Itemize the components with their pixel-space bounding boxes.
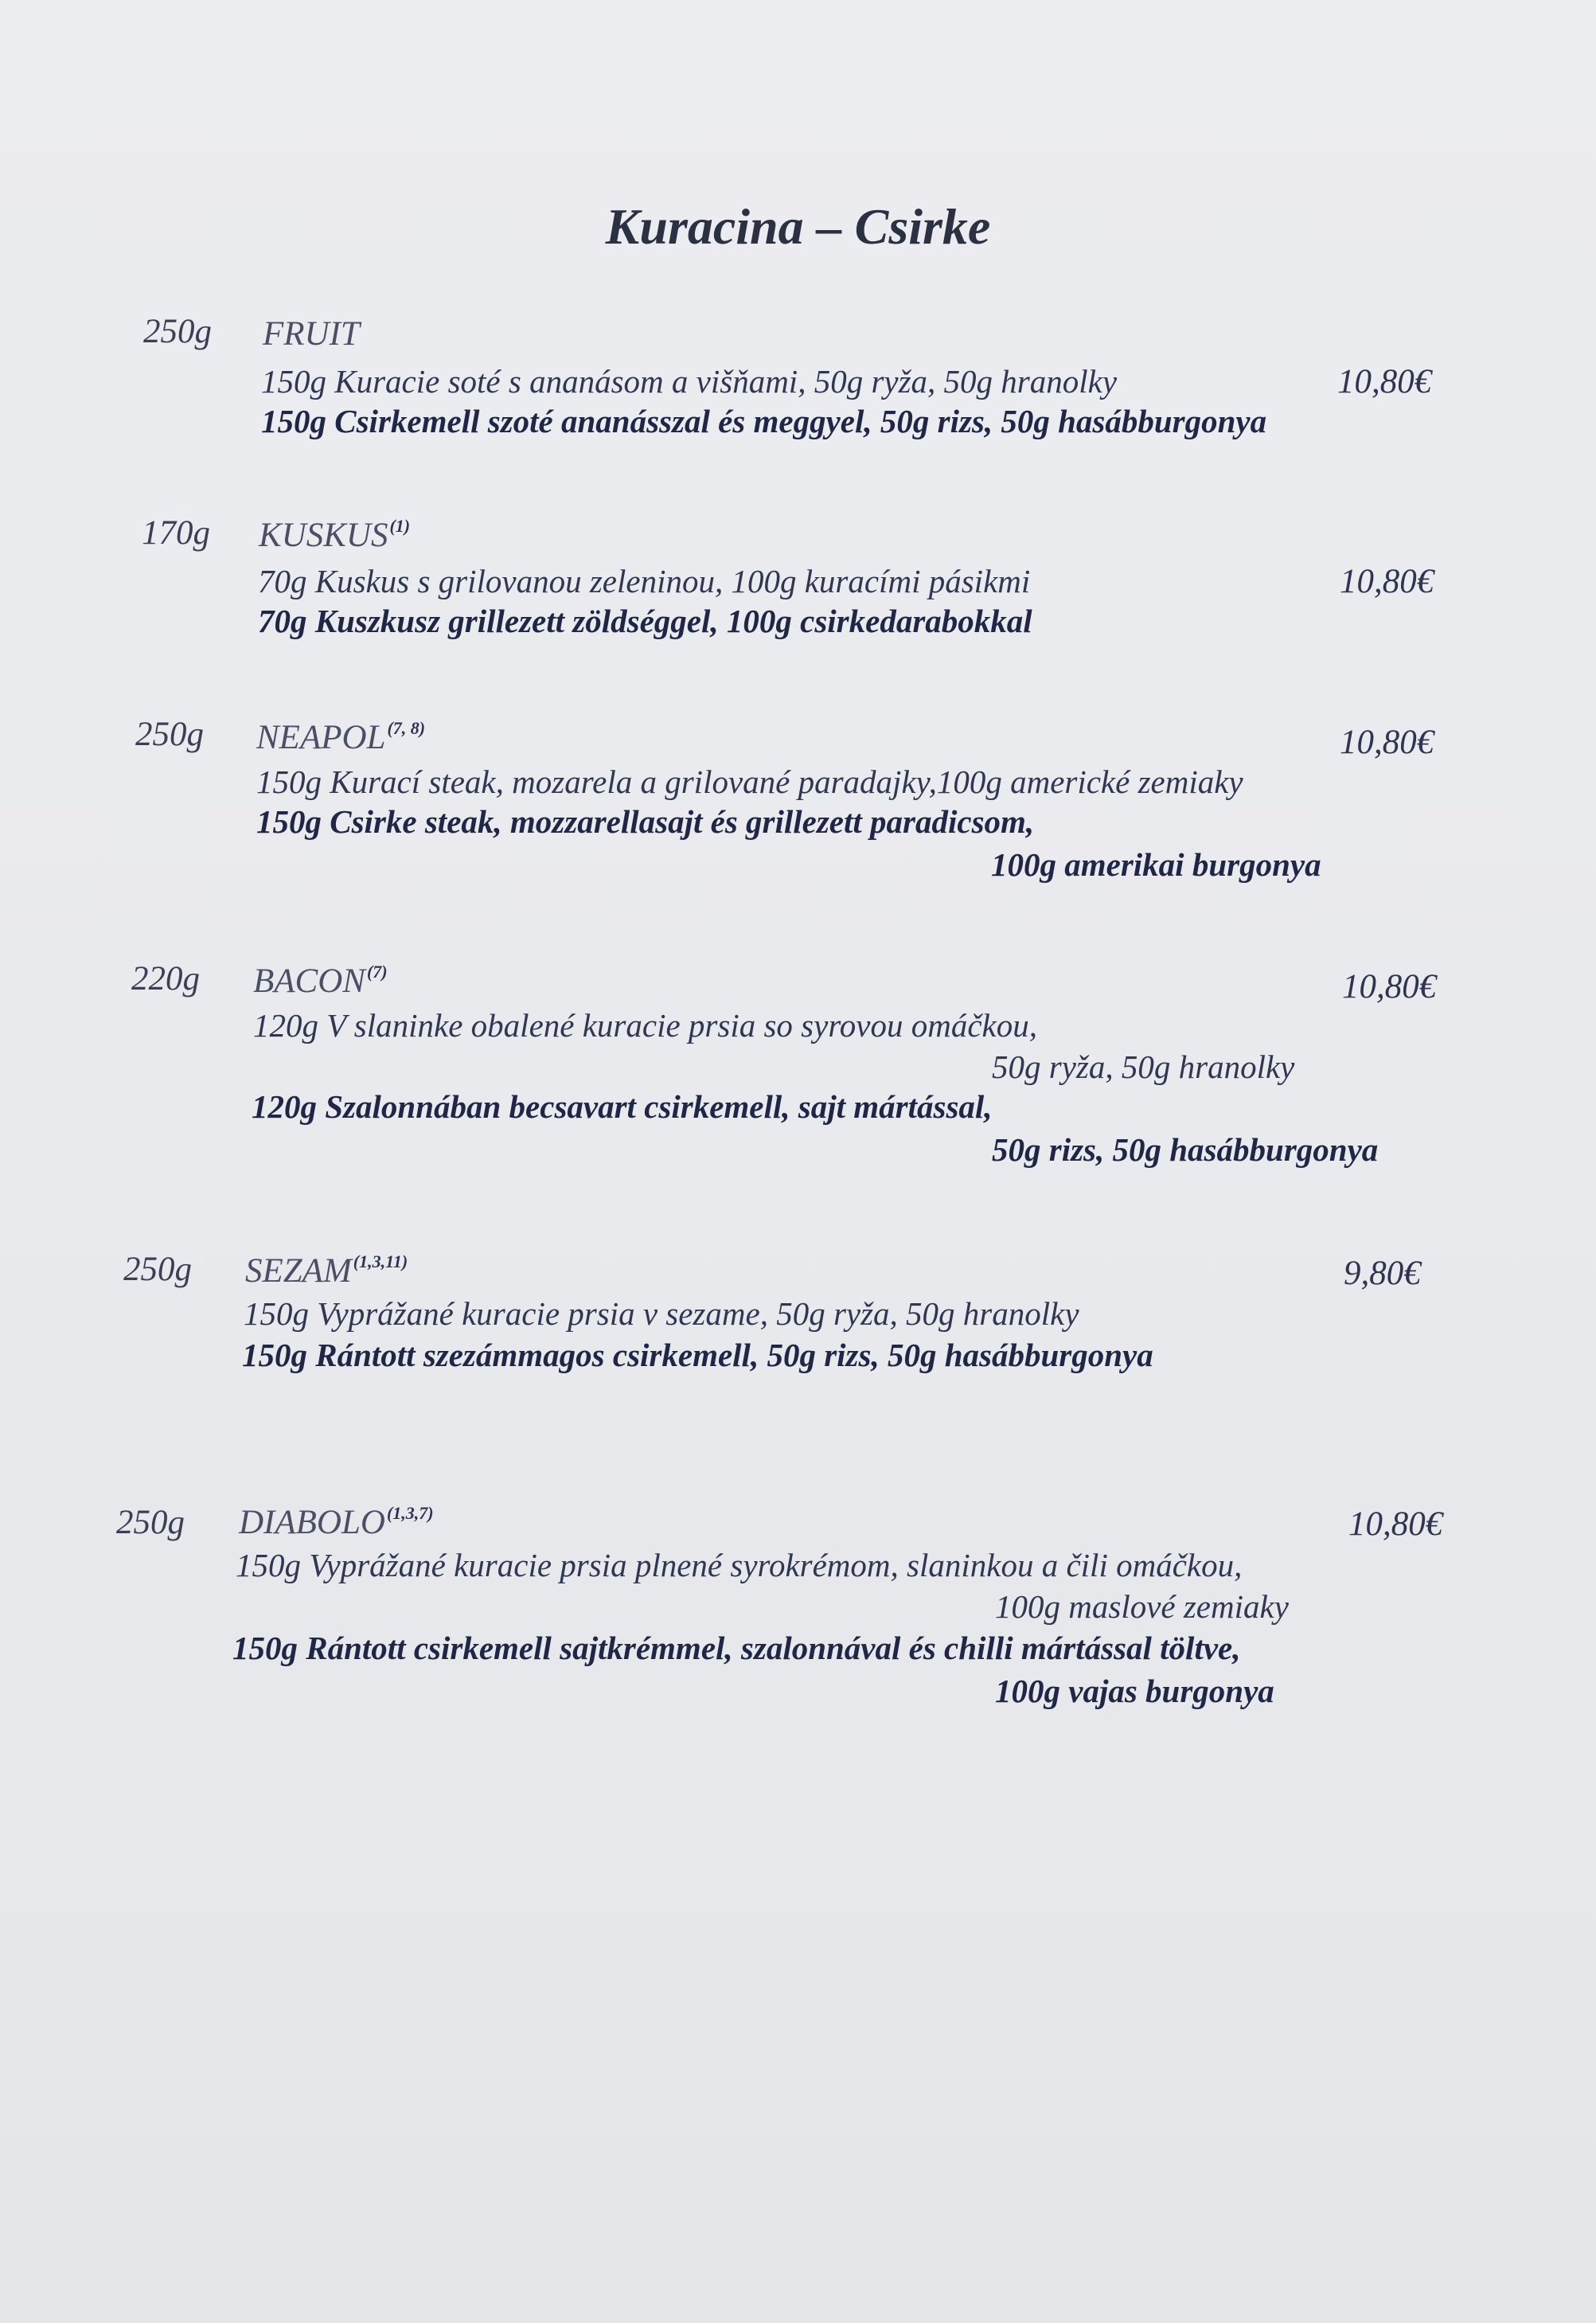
item-name: FRUIT <box>263 315 360 353</box>
item-description-sk: 150g Kuracie soté s ananásom a višňami, 50g ryža, 50g hranolky <box>261 363 1118 400</box>
item-price: 10,80€ <box>1348 1505 1443 1543</box>
item-weight: 250g <box>143 313 212 350</box>
item-description-hu-continued: 50g rizs, 50g hasábburgonya <box>992 1131 1379 1168</box>
item-description-sk: 150g Kurací steak, mozarela a grilované paradajky,100g americké zemiaky <box>256 763 1243 800</box>
item-allergens: (1) <box>389 516 411 536</box>
item-description-sk-continued: 100g maslové zemiaky <box>995 1588 1289 1625</box>
item-weight: 170g <box>142 514 210 552</box>
item-description-sk: 70g Kuskus s grilovanou zeleninou, 100g kuracími pásikmi <box>258 563 1031 599</box>
page-title: Kuracina – Csirke <box>605 198 991 255</box>
item-name: DIABOLO$^{(1,3,7)}$ <box>239 1503 434 1541</box>
item-allergens: (1,3,11) <box>353 1251 408 1271</box>
item-description-hu: 150g Rántott csirkemell sajtkrémmel, szalonnával és chilli mártással töltve, <box>232 1630 1241 1666</box>
item-description-hu: 120g Szalonnában becsavart csirkemell, sajt mártással, <box>252 1088 993 1125</box>
item-price: 10,80€ <box>1340 724 1434 761</box>
item-allergens: (1,3,7) <box>386 1503 434 1523</box>
item-description-sk-continued: 50g ryža, 50g hranolky <box>992 1048 1295 1085</box>
item-name: KUSKUS$^{(1)}$ <box>259 516 411 554</box>
item-weight: 220g <box>131 960 200 998</box>
item-description-hu: 70g Kuszkusz grillezett zöldséggel, 100g csirkedarabokkal <box>258 603 1032 639</box>
item-description-hu-continued: 100g amerikai burgonya <box>991 846 1321 883</box>
item-price: 10,80€ <box>1342 968 1437 1005</box>
item-weight: 250g <box>135 716 204 753</box>
item-description-hu: 150g Rántott szezámmagos csirkemell, 50g rizs, 50g hasábburgonya <box>242 1337 1153 1373</box>
item-price: 10,80€ <box>1337 363 1432 400</box>
item-description-hu-continued: 100g vajas burgonya <box>995 1673 1274 1709</box>
item-description-sk: 150g Vyprážané kuracie prsia plnené syrokrémom, slaninkou a čili omáčkou, <box>236 1547 1243 1583</box>
item-description-hu: 150g Csirke steak, mozzarellasajt és grillezett paradicsom, <box>256 803 1035 840</box>
item-allergens: (7) <box>366 962 388 982</box>
item-description-hu: 150g Csirkemell szoté ananásszal és meggyel, 50g rizs, 50g hasábburgonya <box>261 403 1267 439</box>
item-price: 9,80€ <box>1344 1255 1421 1292</box>
item-name: NEAPOL$^{(7, 8)}$ <box>256 718 426 756</box>
item-description-sk: 150g Vyprážané kuracie prsia v sezame, 50g ryža, 50g hranolky <box>244 1295 1079 1332</box>
item-weight: 250g <box>116 1504 185 1541</box>
item-price: 10,80€ <box>1340 563 1434 600</box>
item-allergens: (7, 8) <box>387 718 426 738</box>
item-name: BACON$^{(7)}$ <box>253 962 388 1000</box>
item-weight: 250g <box>123 1251 192 1288</box>
item-description-sk: 120g V slaninke obalené kuracie prsia so syrovou omáčkou, <box>253 1007 1037 1044</box>
item-name: SEZAM$^{(1,3,11)}$ <box>245 1251 408 1290</box>
